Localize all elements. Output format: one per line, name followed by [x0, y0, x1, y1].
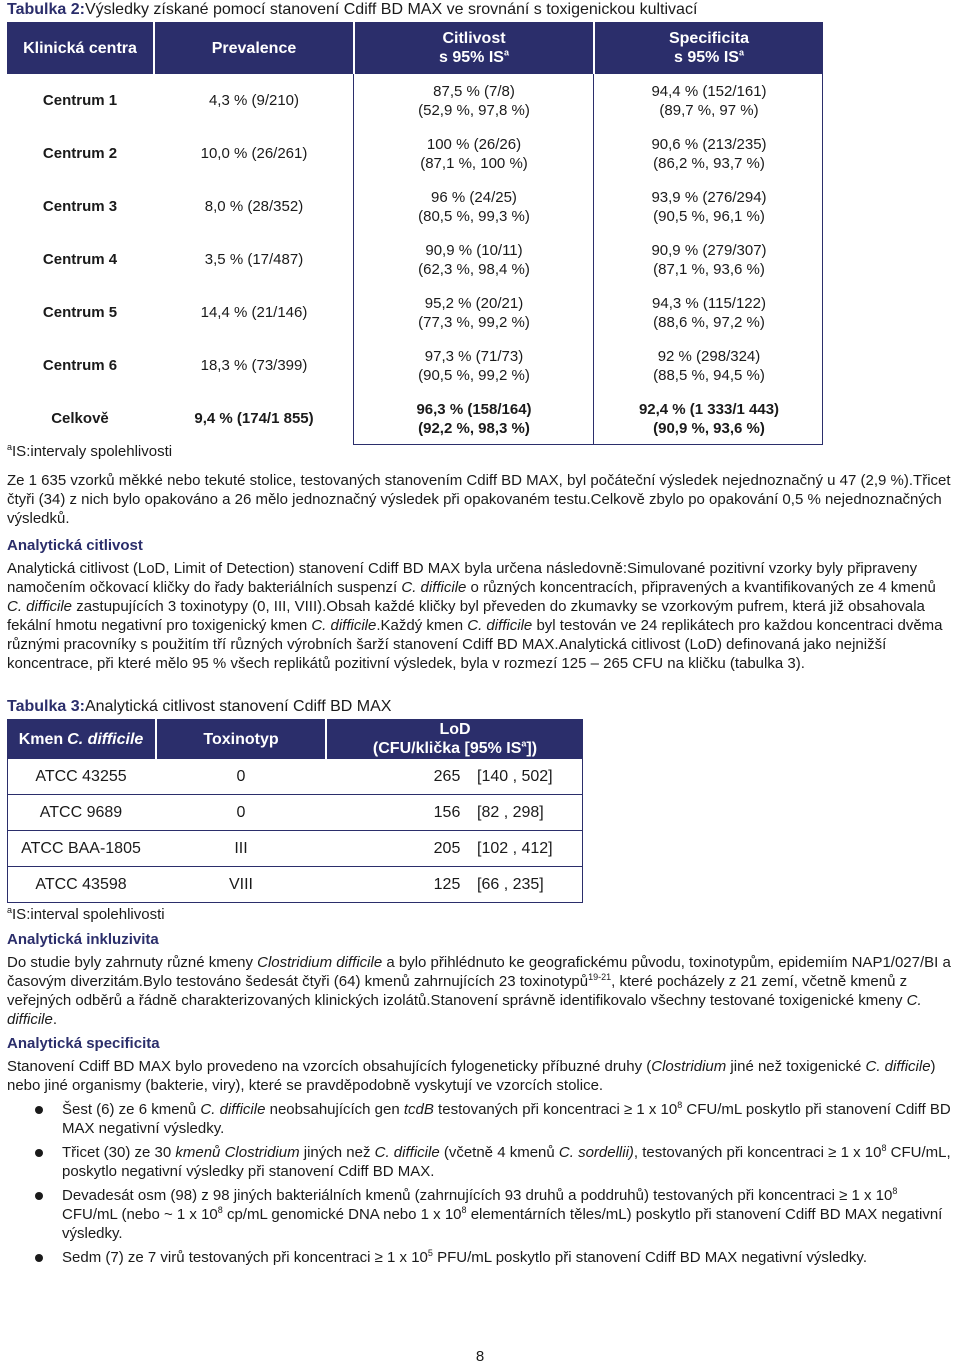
total-prevalence: 9,4 % (174/1 855) [194, 410, 314, 427]
row-toxinotype: 0 [236, 768, 246, 785]
bullet-item-1: Šest (6) ze 6 kmenů C. difficile neobsahujících gen tcdB testovaných při koncentraci ≥ 1 x $10^8$ CFU/mL poskytlo při stanovení Cdiff BD MAX negativní výsledky. [62, 1100, 951, 1137]
row-sensitivity: 95,2 % (20/21) (77,3 %, 99,2 %) [418, 294, 530, 331]
specificity-paragraph: Stanovení Cdiff BD MAX bylo provedeno na vzorcích obsahujících fylogeneticky příbuzné druhy (Clostridium jiné než toxigenické C. difficile) nebo jiné organismy (bakterie, viry), které se pravděpodobně vyskytují ve vzorcích stolice. [7, 1058, 936, 1094]
bullet-item-2: Třicet (30) ze 30 kmenů Clostridium jiných než C. difficile (včetně 4 kmenů C. sordellii), testovaných při koncentraci ≥ 1 x $10^8$ CFU/mL, poskytlo negativní výsledky při stanovení Cdiff BD MAX. [62, 1143, 951, 1180]
total-sensitivity: 96,3 % (158/164) (92,2 %, 98,3 %) [416, 400, 532, 437]
inclusivity-heading: Analytická inkluzivita [7, 931, 159, 948]
row-prevalence: 18,3 % (73/399) [200, 357, 308, 374]
row-prevalence: 4,3 % (9/210) [208, 92, 300, 109]
table3-row [7, 795, 583, 831]
row-lod: 265 [433, 768, 461, 785]
table2-caption-label: Tabulka 2: [7, 1, 85, 18]
table3-row [7, 831, 583, 867]
row-center: Centrum 6 [42, 357, 118, 374]
row-toxinotype: VIII [228, 876, 253, 893]
row-toxinotype: 0 [236, 804, 246, 821]
table3-header-toxinotype: Toxinotyp [203, 730, 279, 748]
sensitivity-heading: Analytická citlivost [7, 537, 143, 554]
bullet-item-4: Sedm (7) ze 7 virů testovaných při koncentraci ≥ 1 x $10^5$ PFU/mL poskytlo při stanovení Cdiff BD MAX negativní výsledky. [62, 1248, 867, 1266]
bullet-dot [35, 1149, 43, 1157]
row-ci: [140 , 502] [477, 768, 553, 785]
table3-header-strain: Kmen C. difficile [18, 730, 144, 748]
bullet-dot [35, 1192, 43, 1200]
row-sensitivity: 90,9 % (10/11) (62,3 %, 98,4 %) [418, 241, 530, 278]
table2-header-center: Klinická centra [23, 39, 137, 57]
row-lod: 125 [433, 876, 461, 893]
row-specificity: 90,9 % (279/307) (87,1 %, 93,6 %) [651, 241, 767, 278]
row-lod: 156 [433, 804, 461, 821]
row-sensitivity: 87,5 % (7/8) (52,9 %, 97,8 %) [418, 82, 530, 119]
table2-header-prevalence: Prevalence [211, 39, 297, 57]
total-specificity: 92,4 % (1 333/1 443) (90,9 %, 93,6 %) [638, 400, 780, 437]
row-toxinotype: III [234, 840, 248, 857]
table2-header-specificity: Specificita s 95% $IS^a$ [668, 30, 750, 66]
row-specificity: 94,4 % (152/161) (89,7 %, 97 %) [651, 82, 767, 119]
row-center: Centrum 1 [42, 92, 118, 109]
table2-header-sensitivity: Citlivost s 95% $IS^a$ [439, 30, 509, 66]
table2-caption-text: Výsledky získané pomocí stanovení Cdiff BD MAX ve srovnání s toxigenickou kultivací [84, 1, 698, 18]
row-specificity: 90,6 % (213/235) (86,2 %, 93,7 %) [651, 135, 767, 172]
row-ci: [102 , 412] [477, 840, 553, 857]
table2-footnote: $^a$IS:intervaly spolehlivosti [7, 442, 173, 460]
row-sensitivity: 100 % (26/26) (87,1 %, 100 %) [420, 135, 528, 172]
page-number: 8 [475, 1348, 485, 1365]
table3-header-lod: LoD (CFU/klička [95% $IS^a$]) [372, 721, 538, 757]
table2-row [7, 286, 823, 339]
row-prevalence: 10,0 % (26/261) [200, 145, 308, 162]
row-strain: ATCC 9689 [39, 804, 123, 821]
row-sensitivity: 97,3 % (71/73) (90,5 %, 99,2 %) [418, 347, 530, 384]
row-specificity: 93,9 % (276/294) (90,5 %, 96,1 %) [651, 188, 767, 225]
bullet-item-3: Devadesát osm (98) z 98 jiných bakteriálních kmenů (zahrnujících 93 druhů a poddruhů) testovaných při koncentraci ≥ 1 x $10^8$ CFU/mL (nebo ~ 1 x $10^8$ cp/mL genomické DNA nebo 1 x $10^8$ elementárních těles/mL) poskytlo při stanovení Cdiff BD MAX negativní výsledky. [62, 1186, 943, 1242]
bullet-dot [35, 1254, 43, 1262]
row-sensitivity: 96 % (24/25) (80,5 %, 99,3 %) [418, 188, 530, 225]
table3-footnote: $^a$IS:interval spolehlivosti [7, 905, 165, 923]
total-center: Celkově [51, 410, 109, 427]
table3-caption: Tabulka 3:Analytická citlivost stanovení Cdiff BD MAX [7, 698, 392, 715]
specificity-heading: Analytická specificita [7, 1035, 160, 1052]
row-ci: [66 , 235] [477, 876, 544, 893]
row-center: Centrum 2 [42, 145, 118, 162]
inclusivity-paragraph: Do studie byly zahrnuty různé kmeny Clostridium difficile a bylo přihlédnuto ke geografickému původu, toxinotypům, epidemiím NAP1/027/BI a časovým diverzitám.Bylo testováno šedesát čtyři (64) kmenů zahrnujících 23 toxinotypů$^{19-21}$, které pocházely z 21 zemí, včetně kmenů z veřejných odběrů a řádně charakterizovaných klinických izolátů.Stanovení správně identifikovalo všechny testované toxigenické kmeny C. difficile. [7, 954, 951, 1028]
row-center: Centrum 5 [42, 304, 118, 321]
table2-row [7, 233, 823, 286]
table3 [7, 719, 583, 902]
row-center: Centrum 3 [42, 198, 118, 215]
row-strain: ATCC BAA-1805 [21, 840, 141, 857]
sensitivity-paragraph: Analytická citlivost (LoD, Limit of Detection) stanovení Cdiff BD MAX byla určena následovně:Simulované pozitivní vzorky byly připraveny namočením očkovací kličky do řady bakteriálních suspenzí C. difficile o různých koncentracích, připravených a kvantifikovaných ze 4 kmenů C. difficile zastupujících 3 toxinotypy (0, III, VIII).Obsah každé kličky byl převeden do zkumavky se vzorkovým pufrem, která již obsahovala fekální hmotu negativní pro toxigenický kmen C. difficile.Každý kmen C. difficile byl testován ve 24 replikátech pro každou koncentraci dvěma různými pracovníky s použitím tří různých výrobních šarží stanovení Cdiff BD MAX.Analytická citlivost (LoD) definovaná jako nejnižší koncentrace, při které mělo 95 % všech replikátů pozitivní výsledek, byla v rozmezí 125 – 265 CFU na kličku (tabulka 3). [7, 560, 943, 672]
row-prevalence: 14,4 % (21/146) [200, 304, 308, 321]
table2 [7, 22, 823, 445]
table2-caption [7, 0, 947, 19]
results-paragraph: Ze 1 635 vzorků měkké nebo tekuté stolice, testovaných stanovením Cdiff BD MAX, byl počáteční výsledek nejednoznačný u 47 (2,9 %).Třicet čtyři (34) z nich bylo opakováno a 26 mělo jednoznačný výsledek při opakovaném testu.Celkově zbylo po opakování 0,5 % nejednoznačných výsledků. [7, 472, 951, 527]
row-prevalence: 8,0 % (28/352) [204, 198, 304, 215]
row-strain: ATCC 43255 [35, 768, 127, 785]
row-strain: ATCC 43598 [35, 876, 127, 893]
bullet-dot [35, 1106, 43, 1114]
table3-row [7, 867, 583, 903]
row-specificity: 94,3 % (115/122) (88,6 %, 97,2 %) [652, 294, 766, 331]
row-specificity: 92 % (298/324) (88,5 %, 94,5 %) [653, 347, 765, 384]
table2-row [7, 180, 823, 233]
table2-row [7, 339, 823, 392]
table2-total-row [7, 392, 823, 445]
row-center: Centrum 4 [42, 251, 118, 268]
row-lod: 205 [433, 840, 461, 857]
row-ci: [82 , 298] [477, 804, 544, 821]
table2-row [7, 74, 823, 127]
table2-row [7, 127, 823, 180]
row-prevalence: 3,5 % (17/487) [204, 251, 304, 268]
table3-row [7, 759, 583, 795]
